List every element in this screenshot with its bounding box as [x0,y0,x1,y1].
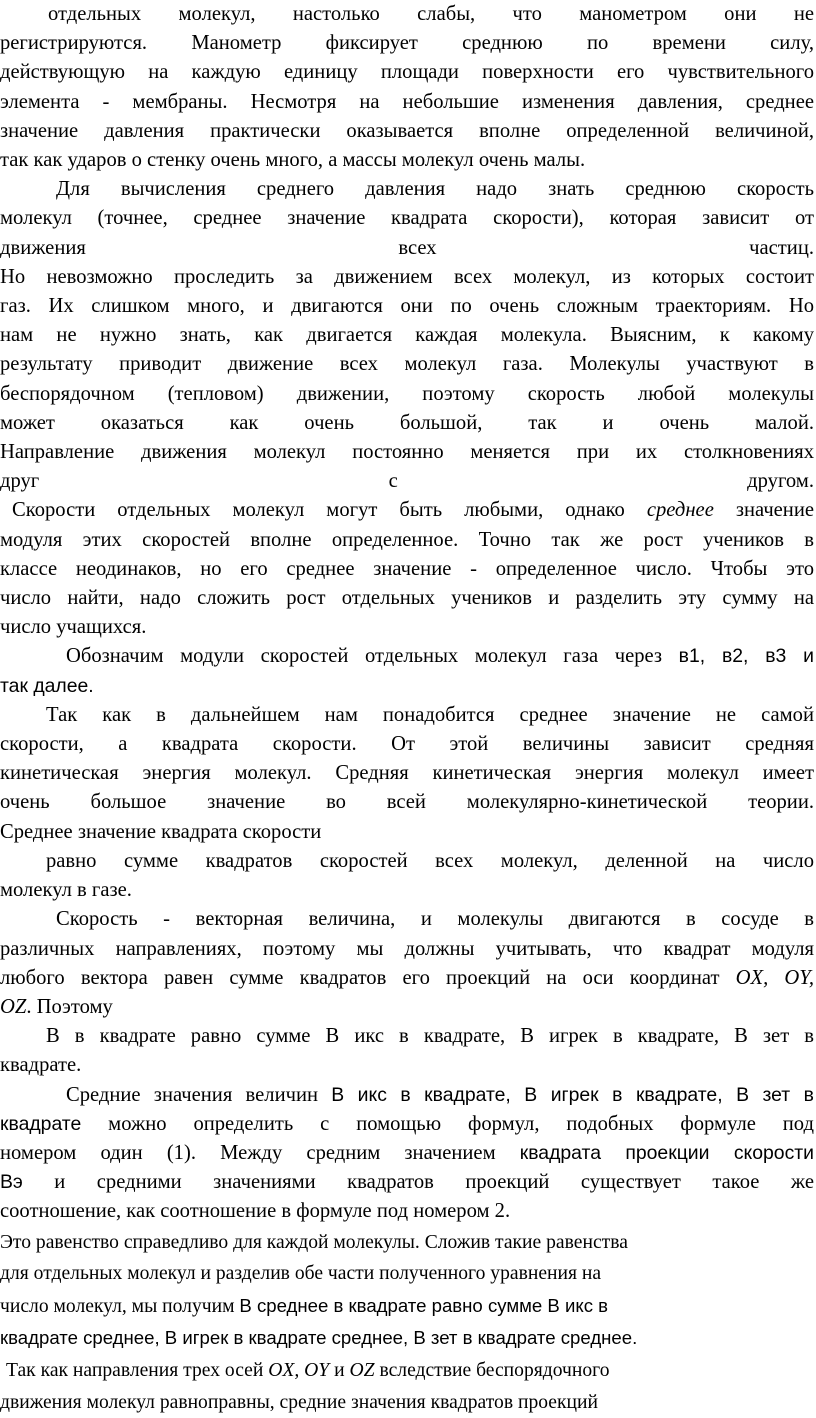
text-line: движения всех частиц. [0,234,814,263]
text-line [0,1139,814,1168]
text-line: беспорядочном (тепловом) движении, поэтому скорость любой молекулы [0,380,814,409]
text-run: и средними значениями квадратов проекций существует такое же [23,1171,814,1193]
text-line: кинетическая энергия молекул. Средняя кинетическая энергия молекул имеет [0,759,814,788]
text-line [0,496,814,525]
text-line: так как ударов о стенку очень много, а массы молекул очень малы. [0,146,814,175]
text-run: вследствие беспорядочного [375,1360,610,1381]
paragraph-4 [0,642,814,700]
text-line: элемента - мембраны. Несмотря на небольшие изменения давления, среднее [0,88,814,117]
formula-text: квадрате [0,1113,81,1135]
text-line: Направление движения молекул постоянно меняется при их столкновениях [0,438,814,467]
paragraph-1 [0,0,814,175]
text-run: Так как направления трех осей [6,1360,268,1381]
text-line: отдельных молекул, настолько слабы, что манометром они не [0,0,814,29]
text-line [0,1290,814,1323]
text-run: число молекул, мы получим [0,1296,239,1317]
text-line: значение давления практически оказывается вполне определенной величиной, [0,117,814,146]
text-line: друг с другом. [0,467,814,496]
velocity-notation: в1, в2, в3 и [679,645,814,667]
paragraph-10 [0,1227,814,1355]
paragraph-6 [0,847,814,905]
formula-text: В икс в квадрате, В игрек в квадрате, В зет в [331,1084,814,1106]
text-run: Скорости отдельных молекул могут быть любыми, однако [12,499,647,521]
paragraph-9 [0,1081,814,1227]
text-line: квадрате. [0,1051,814,1080]
text-line [0,964,814,993]
text-line: для отдельных молекул и разделив обе части полученного уравнения на [0,1258,814,1290]
text-line: число найти, надо сложить рост отдельных учеников и разделить эту сумму на [0,584,814,613]
text-run: любого вектора равен сумме квадратов его проекций на оси координат [0,967,736,989]
text-line: молекул (точнее, среднее значение квадрата скорости), которая зависит от [0,204,814,233]
text-line: модуля этих скоростей вполне определенное. Точно так же рост учеников в [0,526,814,555]
paragraph-11 [0,1355,814,1418]
text-line: В в квадрате равно сумме В икс в квадрате, В игрек в квадрате, В зет в [0,1022,814,1051]
text-line [0,1110,814,1139]
text-line [0,1322,814,1355]
paragraph-7 [0,905,814,1022]
text-line: очень большое значение во всей молекулярно-кинетической теории. [0,788,814,817]
axis-name: OZ [0,996,26,1018]
text-line [0,993,814,1022]
text-line: соотношение, как соотношение в формуле под номером 2. [0,1197,814,1226]
axis-names: OX, OY [268,1360,329,1381]
text-run: номером один (1). Между средним значением [0,1142,520,1164]
text-line: регистрируются. Манометр фиксирует среднюю по времени силу, [0,29,814,58]
text-line: Для вычисления среднего давления надо знать среднюю скорость [0,175,814,204]
text-line [0,1081,814,1110]
text-line [0,672,814,701]
text-line [0,1355,814,1387]
text-line: молекул в газе. [0,876,814,905]
text-line: Среднее значение квадрата скорости [0,818,814,847]
text-line: Так как в дальнейшем нам понадобится среднее значение не самой [0,701,814,730]
text-line: движения молекул равноправны, средние значения квадратов проекций [0,1387,814,1418]
text-line: Это равенство справедливо для каждой молекулы. Сложив такие равенства [0,1227,814,1259]
text-line: скорости, а квадрата скорости. От этой величины зависит средняя [0,730,814,759]
text-line: газ. Их слишком много, и двигаются они по очень сложным траекториям. Но [0,292,814,321]
text-line: может оказаться как очень большой, так и очень малой. [0,409,814,438]
text-run: Обозначим модули скоростей отдельных молекул газа через [66,645,679,667]
emphasis-text: среднее [647,499,714,521]
paragraph-2 [0,175,814,496]
formula-text: В среднее в квадрате равно сумме В икс в [239,1295,608,1316]
text-run: и [329,1360,349,1381]
axis-name: OZ [350,1360,375,1381]
text-line: Скорость - векторная величина, и молекулы двигаются в сосуде в [0,905,814,934]
text-line: Но невозможно проследить за движением всех молекул, из которых состоит [0,263,814,292]
text-run: . Поэтому [26,996,113,1018]
text-line: равно сумме квадратов скоростей всех молекул, деленной на число [0,847,814,876]
text-run: значение [714,499,814,521]
text-run: Средние значения величин [66,1084,331,1106]
paragraph-5 [0,701,814,847]
formula-text: квадрата проекции скорости [520,1142,814,1164]
text-line: различных направлениях, поэтому мы должны учитывать, что квадрат модуля [0,935,814,964]
formula-text: Вэ [0,1171,23,1193]
text-line: результату приводит движение всех молекул газа. Молекулы участвуют в [0,350,814,379]
text-line: классе неодинаков, но его среднее значение - определенное число. Чтобы это [0,555,814,584]
text-line: нам не нужно знать, как двигается каждая молекула. Выясним, к какому [0,321,814,350]
axis-names: OX, OY, [736,967,814,989]
text-line [0,1168,814,1197]
formula-text: квадрате среднее, В игрек в квадрате среднее, В зет в квадрате среднее. [0,1327,637,1348]
velocity-notation: так далее. [0,675,94,697]
paragraph-8 [0,1022,814,1080]
paragraph-3 [0,496,814,642]
text-line: действующую на каждую единицу площади поверхности его чувствительного [0,58,814,87]
text-line [0,642,814,671]
text-run: можно определить с помощью формул, подобных формуле под [81,1113,814,1135]
text-line: число учащихся. [0,613,814,642]
